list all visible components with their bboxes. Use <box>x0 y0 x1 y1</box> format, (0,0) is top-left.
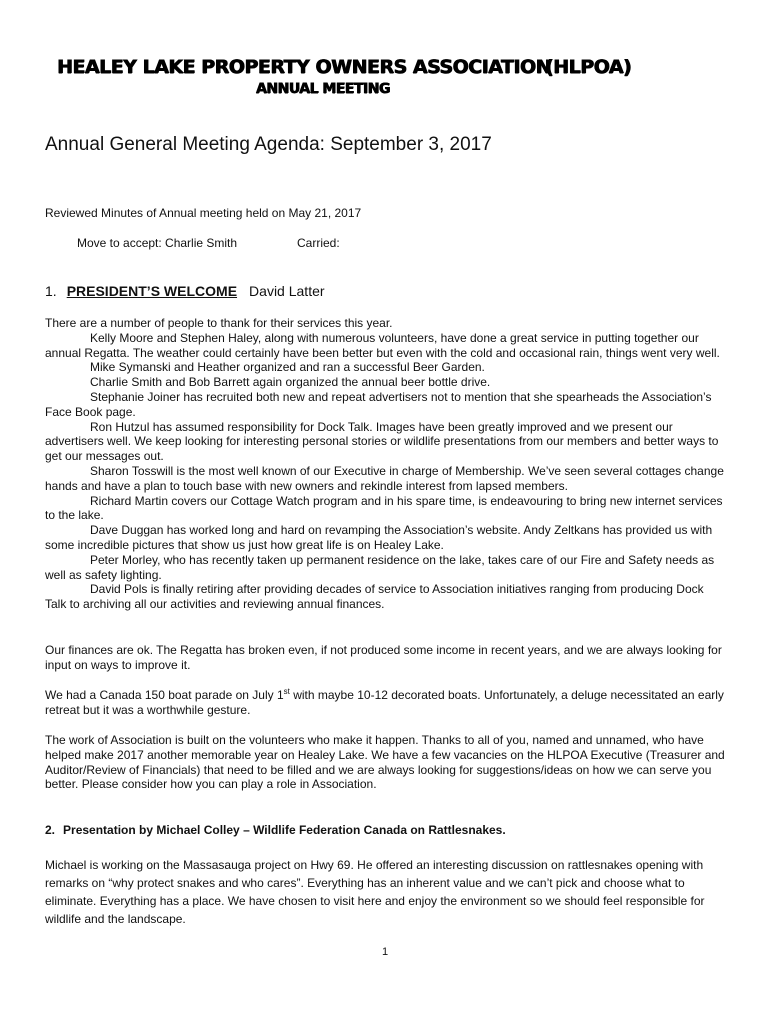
presentation-summary <box>45 856 727 928</box>
thanks-item: Stephanie Joiner has recruited both new and repeat advertisers not to mention that she spearheads the Association’s Face Book page. <box>45 389 712 419</box>
thanks-item: David Pols is finally retiring after providing decades of service to Association initiatives ranging from producing Dock Talk to archiving all our activities and reviewing annual finances. <box>45 582 704 612</box>
motion-to-accept: Move to accept: Charlie Smith <box>77 236 238 250</box>
volunteers-paragraph: The work of Association is built on the volunteers who make it happen. Thanks to all of you, named and unnamed, who have helped make 2017 another memorable year on Healey Lake. We have a few vacancies on the HLPOA Executive (Treasurer and Auditor/Review of Financials) that need to be filled and we are always looking for suggestions/ideas on how we can serve you better. Please consider how you can play a role in Association. <box>45 733 725 792</box>
motion-carried: Carried: <box>297 236 340 250</box>
thanks-item: Peter Morley, who has recently taken up permanent residence on the lake, takes care of our Fire and Safety needs as well as safety lighting. <box>45 552 715 582</box>
minutes-reviewed: Reviewed Minutes of Annual meeting held on May 21, 2017 <box>45 206 362 220</box>
meeting-type-heading: ANNUAL MEETING <box>256 81 390 97</box>
presentation-body: Michael is working on the Massasauga project on Hwy 69. He offered an interesting discussion on rattlesnakes opening with remarks on “why protect snakes and who cares”. Everything has an inherent value and we can’t pick and choose what to eliminate. Everything has a place. We have chosen to visit here and enjoy the environment so we should feel responsible for wildlife and the landscape. <box>45 858 705 926</box>
section-1-header <box>45 283 325 299</box>
org-abbreviation: (HLPOA) <box>545 56 632 78</box>
section-1-speaker: David Latter <box>249 283 325 299</box>
thanks-item: Charlie Smith and Bob Barrett again organized the annual beer bottle drive. <box>90 375 491 390</box>
section-1-heading: PRESIDENT’S WELCOME <box>66 283 238 299</box>
thanks-item: Richard Martin covers our Cottage Watch program and in his spare time, is endeavouring to bring new internet services to the lake. <box>45 493 723 523</box>
parade-ordinal-suffix: st <box>283 687 290 696</box>
parade-text-start: We had a Canada 150 boat parade on July 1 <box>45 688 284 702</box>
page-number: 1 <box>381 946 389 958</box>
thanks-item: Ron Hutzul has assumed responsibility for Dock Talk. Images have been greatly improved and we present our advertisers well. We keep looking for interesting personal stories or wildlife presentations from our members and better ways to get our messages out. <box>45 419 719 464</box>
thanks-item: Kelly Moore and Stephen Haley, along with numerous volunteers, have done a great service in putting together our annual Regatta. The weather could certainly have been better but even with the cold and occasional rain, things went very well. <box>45 330 720 360</box>
thanks-item: Dave Duggan has worked long and hard on revamping the Association’s website. Andy Zeltkans has provided us with some incredible pictures that show us just how great life is on Healey Lake. <box>45 523 713 552</box>
org-name-heading: HEALEY LAKE PROPERTY OWNERS ASSOCIATION <box>57 56 552 78</box>
section-2-header <box>45 823 506 837</box>
thanks-list <box>45 316 727 612</box>
agenda-title: Annual General Meeting Agenda: September 3, 2017 <box>45 134 492 155</box>
thanks-intro: There are a number of people to thank for their services this year. <box>45 316 393 330</box>
thanks-item: Sharon Tosswill is the most well known of our Executive in charge of Membership. We’ve seen several cottages change hands and have a plan to touch base with new owners and rekindle interest from lapsed members. <box>45 463 724 493</box>
section-2-number: 2. <box>45 823 56 837</box>
thanks-item: Mike Symanski and Heather organized and ran a successful Beer Garden. <box>90 360 485 375</box>
section-1-number: 1. <box>45 283 57 299</box>
finances-paragraph: Our finances are ok. The Regatta has broken even, if not produced some income in recent years, and we are always looking for input on ways to improve it. <box>45 643 722 672</box>
parade-text-end: with maybe 10-12 decorated boats. Unfortunately, a deluge necessitated an early retreat but it was a worthwhile gesture. <box>45 688 724 717</box>
section-2-heading: Presentation by Michael Colley – Wildlife Federation Canada on Rattlesnakes. <box>63 823 506 837</box>
parade-paragraph <box>45 688 727 718</box>
